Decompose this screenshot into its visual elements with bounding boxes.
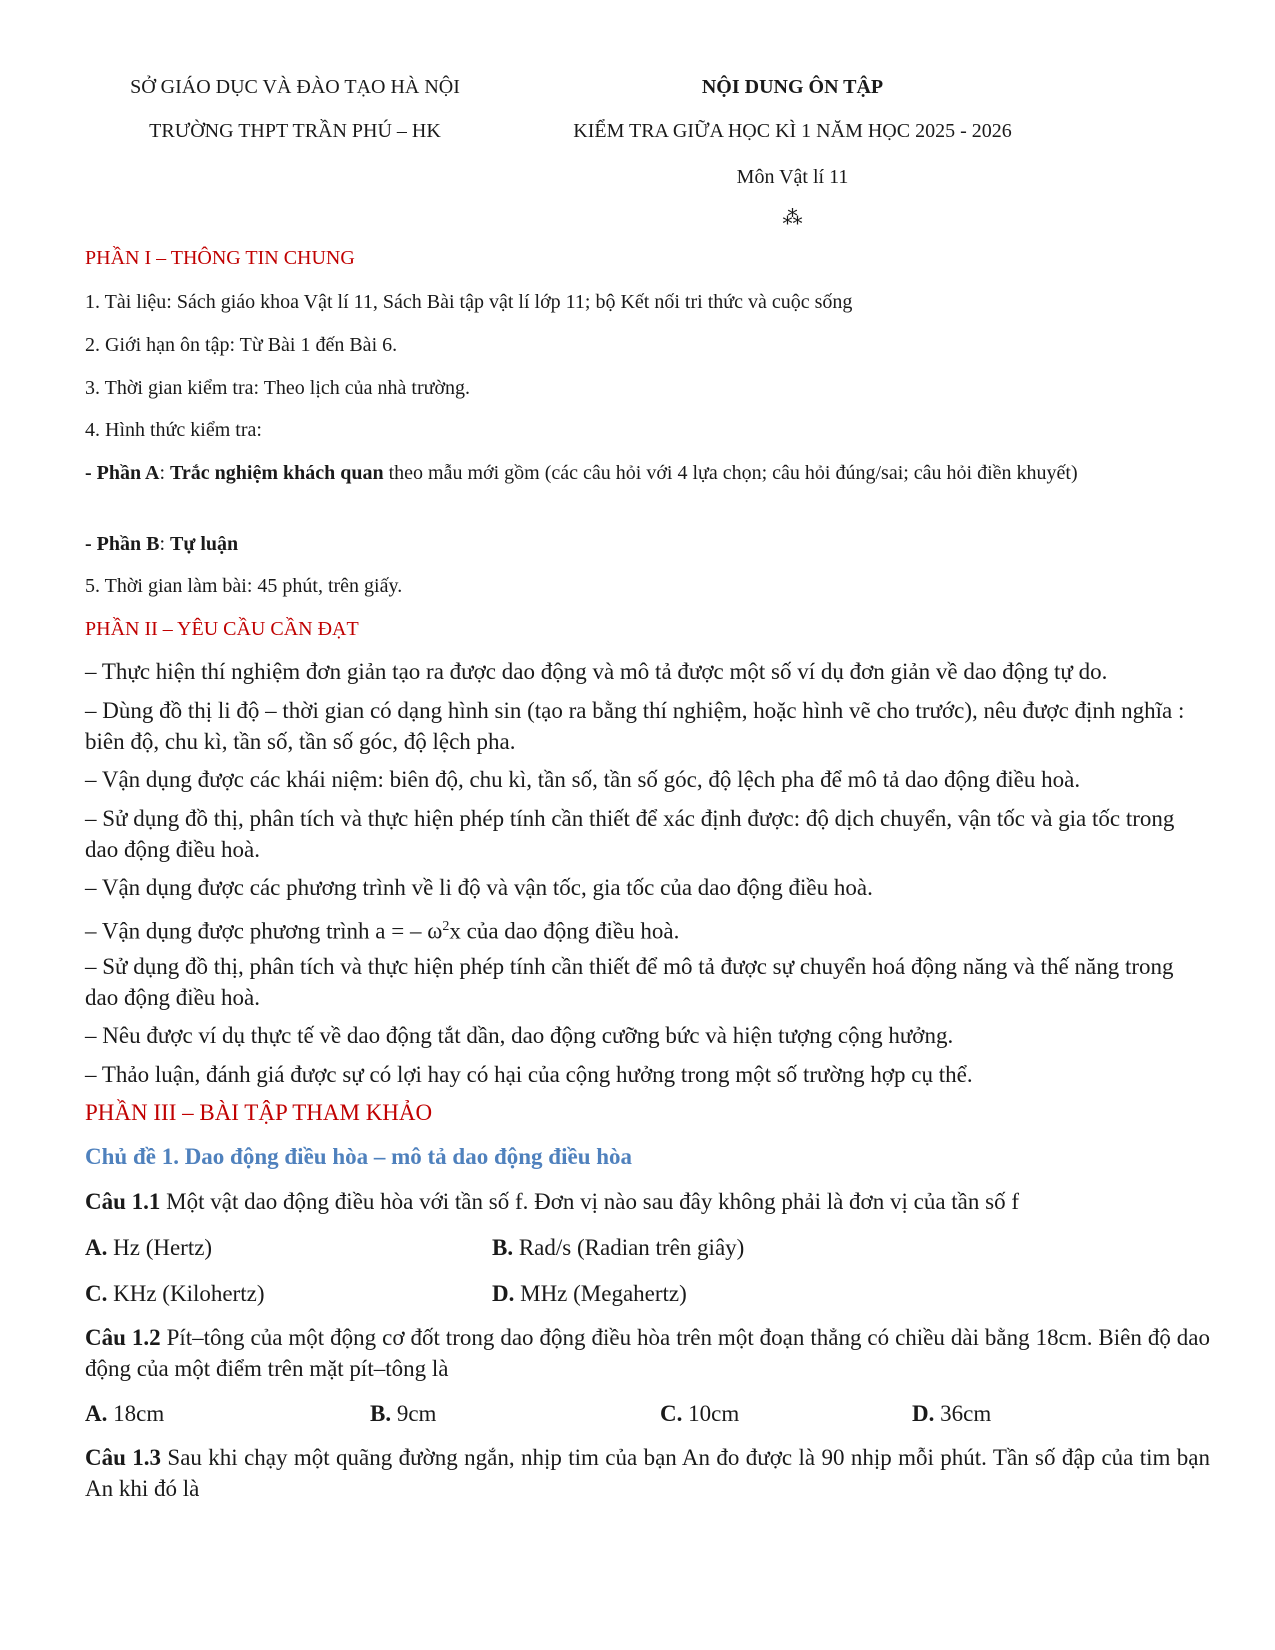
- part2-heading: PHẦN II – YÊU CẦU CẦN ĐẠT: [85, 618, 359, 640]
- part1-item-1: 1. Tài liệu: Sách giáo khoa Vật lí 11, Sách Bài tập vật lí lớp 11; bộ Kết nối tri thức và cuộc sống: [85, 291, 853, 313]
- requirement-2: – Dùng đồ thị li độ – thời gian có dạng hình sin (tạo ra bằng thí nghiệm, hoặc hình vẽ cho trước), nêu được định nghĩa : biên độ, chu kì, tần số, tần số góc, độ lệch pha.: [85, 698, 1185, 754]
- part-a-type: Trắc nghiệm khách quan: [170, 462, 384, 484]
- asterism-ornament: ⁂: [782, 207, 803, 229]
- q2-option-c: C. 10cm: [660, 1401, 740, 1426]
- q1-option-d: D. MHz (Megahertz): [492, 1281, 687, 1306]
- q2-option-a: A. 18cm: [85, 1401, 165, 1426]
- question-1-3: Câu 1.3 Sau khi chạy một quãng đường ngắn, nhịp tim của bạn An đo được là 90 nhịp mỗi phút. Tần số đập của tim bạn An khi đó là: [85, 1445, 1211, 1501]
- exam-title: KIỂM TRA GIỮA HỌC KÌ 1 NĂM HỌC 2025 - 2026: [573, 120, 1012, 142]
- part1-item-4: 4. Hình thức kiểm tra:: [85, 419, 262, 441]
- question-1-2: Câu 1.2 Pít–tông của một động cơ đốt trong dao động điều hòa trên một đoạn thẳng có chiều dài bằng 18cm. Biên độ dao động của một điểm trên mặt pít–tông là: [85, 1325, 1210, 1381]
- requirement-4: – Sử dụng đồ thị, phân tích và thực hiện phép tính cần thiết để xác định được: độ dịch chuyển, vận tốc và gia tốc trong dao động điều hoà.: [85, 806, 1175, 862]
- part1-heading: PHẦN I – THÔNG TIN CHUNG: [85, 247, 355, 269]
- part1-part-b: - Phần B: Tự luận: [85, 533, 239, 555]
- question-label: Câu 1.1: [85, 1189, 161, 1214]
- question-label: Câu 1.2: [85, 1325, 161, 1350]
- q2-option-b: B. 9cm: [370, 1401, 437, 1426]
- part1-item-2: 2. Giới hạn ôn tập: Từ Bài 1 đến Bài 6.: [85, 334, 398, 356]
- requirement-1: – Thực hiện thí nghiệm đơn giản tạo ra được dao động và mô tả được một số ví dụ đơn giản về dao động tự do.: [85, 659, 1108, 684]
- department-name: SỞ GIÁO DỤC VÀ ĐÀO TẠO HÀ NỘI: [130, 76, 460, 98]
- question-1-1: Câu 1.1 Một vật dao động điều hòa với tần số f. Đơn vị nào sau đây không phải là đơn vị của tần số f: [85, 1189, 1019, 1214]
- q1-option-b: B. Rad/s (Radian trên giây): [492, 1235, 745, 1260]
- requirement-9: – Thảo luận, đánh giá được sự có lợi hay có hại của cộng hưởng trong một số trường hợp cụ thể.: [85, 1062, 973, 1087]
- requirement-5: – Vận dụng được các phương trình về li độ và vận tốc, gia tốc của dao động điều hoà.: [85, 875, 873, 900]
- q2-option-d: D. 36cm: [912, 1401, 992, 1426]
- requirement-8: – Nêu được ví dụ thực tế về dao động tắt dần, dao động cưỡng bức và hiện tượng cộng hưởng.: [85, 1023, 954, 1048]
- document-title: NỘI DUNG ÔN TẬP: [701, 76, 884, 98]
- part-b-label: - Phần B: [85, 533, 160, 555]
- part1-item-5: 5. Thời gian làm bài: 45 phút, trên giấy.: [85, 575, 403, 597]
- part-a-label: - Phần A: [85, 462, 160, 484]
- q1-option-a: A. Hz (Hertz): [85, 1235, 213, 1260]
- subject-name: Môn Vật lí 11: [736, 166, 849, 188]
- topic-1-heading: Chủ đề 1. Dao động điều hòa – mô tả dao động điều hòa: [85, 1144, 633, 1169]
- part3-heading: PHẦN III – BÀI TẬP THAM KHẢO: [85, 1100, 433, 1125]
- part-b-type: Tự luận: [170, 533, 239, 555]
- requirement-6: – Vận dụng được phương trình a = – $\omega^2x$ của dao động điều hoà.: [85, 918, 680, 944]
- q1-option-c: C. KHz (Kilohertz): [85, 1281, 265, 1306]
- part1-part-a: - Phần A: Trắc nghiệm khách quan theo mẫu mới gồm (các câu hỏi với 4 lựa chọn; câu hỏi đúng/sai; câu hỏi điền khuyết): [85, 462, 1078, 484]
- superscript-two: 2: [442, 919, 450, 934]
- requirement-7: – Sử dụng đồ thị, phân tích và thực hiện phép tính cần thiết để mô tả được sự chuyển hoá động năng và thế năng trong dao động điều hoà.: [85, 954, 1174, 1010]
- school-name: TRƯỜNG THPT TRẦN PHÚ – HK: [149, 120, 441, 142]
- part1-item-3: 3. Thời gian kiểm tra: Theo lịch của nhà trường.: [85, 377, 471, 399]
- question-label: Câu 1.3: [85, 1445, 162, 1470]
- requirement-3: – Vận dụng được các khái niệm: biên độ, chu kì, tần số, tần số góc, độ lệch pha để mô tả dao động điều hoà.: [85, 767, 1081, 792]
